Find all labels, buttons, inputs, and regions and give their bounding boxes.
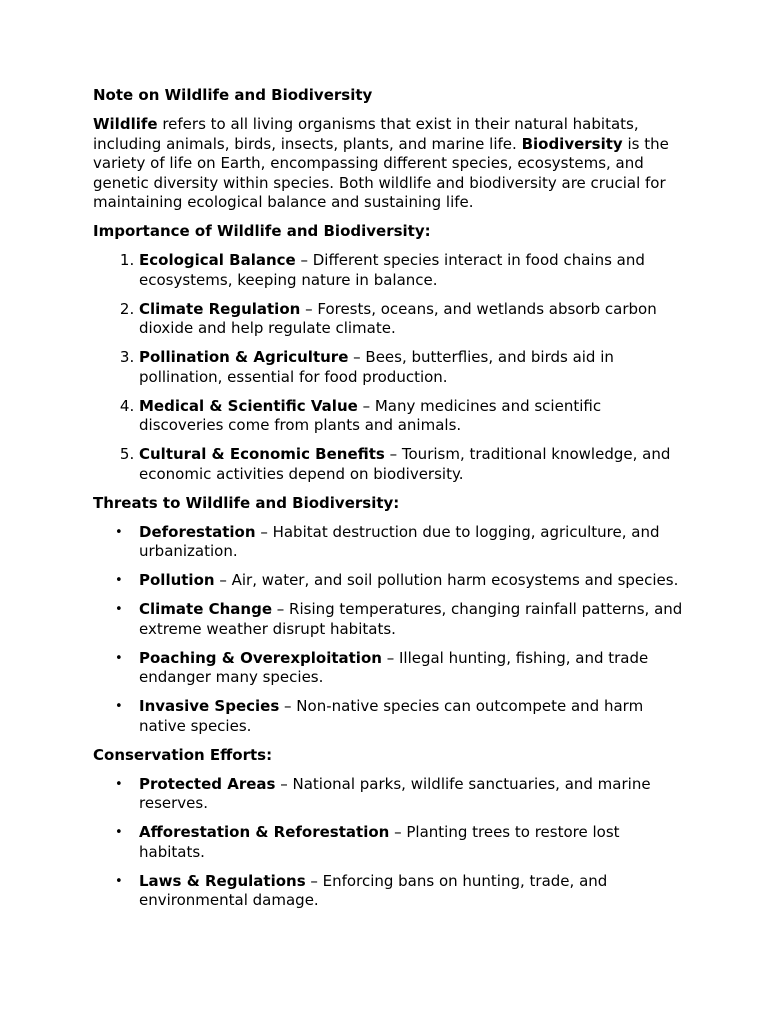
- threat-text: – Illegal hunting, fishing, and trade endanger many species.: [139, 648, 649, 686]
- threat-text: – Rising temperatures, changing rainfall patterns, and extreme weather disrupt habitats.: [139, 600, 683, 638]
- importance-term: Medical & Scientific Value: [139, 396, 358, 415]
- importance-item: [139, 300, 688, 339]
- intro-term-biodiversity: Biodiversity: [521, 134, 623, 153]
- conservation-text: – Planting trees to restore lost habitats.: [139, 823, 620, 861]
- conservation-text: – National parks, wildlife sanctuaries, and marine reserves.: [139, 774, 651, 812]
- importance-heading: Importance of Wildlife and Biodiversity:: [93, 222, 431, 240]
- conservation-text: – Enforcing bans on hunting, trade, and environmental damage.: [139, 871, 608, 909]
- importance-text: – Forests, oceans, and wetlands absorb carbon dioxide and help regulate climate.: [139, 299, 657, 337]
- threats-heading: Threats to Wildlife and Biodiversity:: [93, 493, 400, 512]
- importance-text: – Different species interact in food chains and ecosystems, keeping nature in balance.: [139, 251, 645, 289]
- threat-text: – Non-native species can outcompete and harm native species.: [139, 697, 644, 735]
- importance-text: – Tourism, traditional knowledge, and economic activities depend on biodiversity.: [139, 445, 671, 483]
- bullet-icon: •: [115, 699, 123, 714]
- bullet-icon: •: [115, 602, 123, 617]
- conservation-list: [93, 775, 688, 911]
- threat-text: – Air, water, and soil pollution harm ecosystems and species.: [214, 571, 679, 589]
- bullet-icon: •: [115, 873, 123, 889]
- intro-text-biodiversity: is the variety of life on Earth, encompassing different species, ecosystems, and genetic diversity within species. Both wildlife and biodiversity are crucial for maintaining ecological balance and sustaining life.: [93, 134, 669, 211]
- conservation-term: Laws & Regulations: [139, 871, 306, 890]
- importance-item: [139, 348, 688, 387]
- threat-item: [115, 600, 688, 639]
- bullet-icon: •: [115, 650, 123, 666]
- threat-item: [115, 571, 688, 591]
- conservation-item: [115, 823, 688, 862]
- document-title: Note on Wildlife and Biodiversity: [93, 86, 373, 104]
- conservation-term: Afforestation & Reforestation: [139, 823, 390, 841]
- conservation-term: Protected Areas: [139, 774, 276, 793]
- threat-item: [115, 522, 688, 562]
- threats-list: [93, 523, 688, 737]
- conservation-heading: Conservation Efforts:: [93, 745, 273, 764]
- threat-term: Pollution: [139, 571, 215, 589]
- conservation-item: [115, 871, 688, 911]
- conservation-item: [115, 774, 688, 814]
- importance-item: [139, 397, 688, 436]
- importance-item: [139, 445, 688, 484]
- importance-text: – Many medicines and scientific discoveries come from plants and animals.: [139, 396, 602, 434]
- intro-term-wildlife: Wildlife: [93, 115, 158, 133]
- intro-paragraph: [93, 115, 688, 213]
- bullet-icon: •: [115, 524, 123, 540]
- threat-text: – Habitat destruction due to logging, agriculture, and urbanization.: [139, 522, 660, 560]
- importance-text: – Bees, butterflies, and birds aid in pollination, essential for food production.: [139, 348, 614, 386]
- importance-term: Pollination & Agriculture: [139, 348, 349, 366]
- bullet-icon: •: [115, 776, 123, 792]
- threat-item: [115, 697, 688, 736]
- threat-item: [115, 648, 688, 688]
- bullet-icon: •: [115, 573, 123, 588]
- importance-item: [139, 251, 688, 290]
- threat-term: Climate Change: [139, 600, 273, 618]
- importance-term: Climate Regulation: [139, 299, 301, 318]
- importance-term: Ecological Balance: [139, 251, 296, 269]
- importance-list: [93, 251, 688, 484]
- threat-term: Poaching & Overexploitation: [139, 648, 382, 667]
- threat-term: Deforestation: [139, 522, 256, 541]
- importance-term: Cultural & Economic Benefits: [139, 445, 385, 463]
- threat-term: Invasive Species: [139, 697, 280, 715]
- intro-text-wildlife: refers to all living organisms that exist in their natural habitats, including animals, birds, insects, plants, and marine life.: [93, 115, 639, 153]
- bullet-icon: •: [115, 825, 123, 840]
